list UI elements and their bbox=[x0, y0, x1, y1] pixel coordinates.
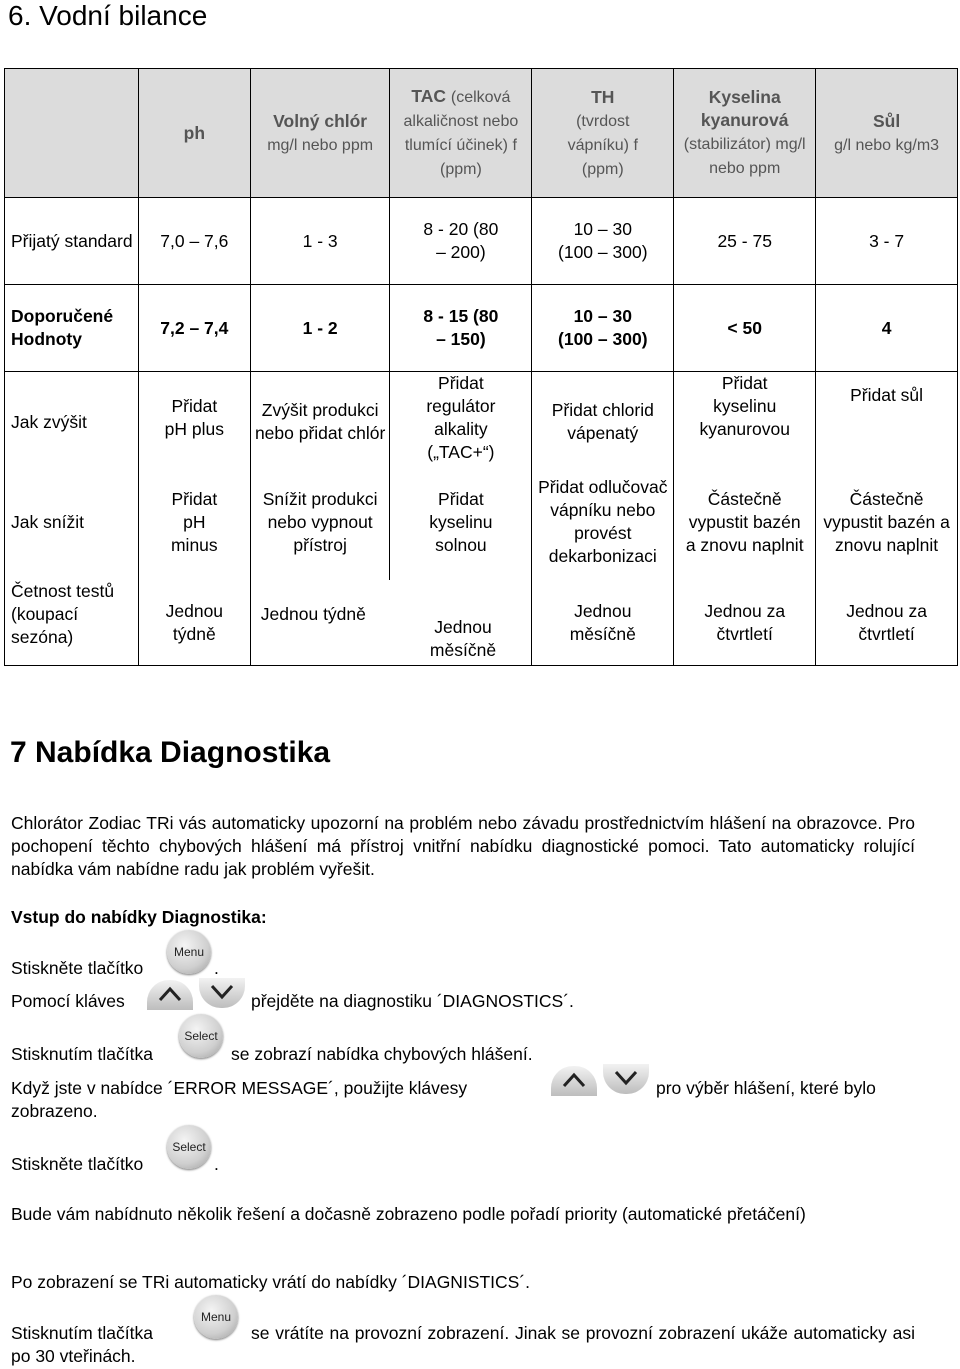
table-cell: Částečně vypustit bazén a znovu naplnit bbox=[674, 464, 816, 580]
step2-text-end: přejděte na diagnostiku ´DIAGNOSTICS´. bbox=[251, 991, 574, 1011]
row-label: Četnost testů (koupací sezóna) bbox=[5, 580, 139, 666]
table-cell: 8 - 20 (80 – 200) bbox=[390, 198, 532, 285]
table-cell: Přidat odlučovač vápníku nebo provést dekarbonizaci bbox=[532, 464, 674, 580]
table-row-decrease bbox=[5, 464, 958, 580]
header-empty-cell bbox=[5, 69, 139, 198]
return-paragraph: Po zobrazení se TRi automaticky vrátí do nabídky ´DIAGNISTICS´. bbox=[11, 1272, 531, 1292]
header-free-chlorine: Volný chlór mg/l nebo ppm bbox=[250, 69, 390, 198]
step6-text-end: se vrátíte na provozní zobrazení. Jinak se provozní zobrazení ukáže automaticky asi po 30 vteřinách. bbox=[11, 1323, 915, 1366]
table-cell: 3 - 7 bbox=[816, 198, 958, 285]
table-header-row bbox=[5, 69, 958, 198]
step5-end: . bbox=[214, 1154, 219, 1174]
step4-text-wrap: zobrazeno. bbox=[11, 1101, 98, 1121]
step3-text: Stisknutím tlačítka bbox=[11, 1044, 153, 1064]
table-row-increase bbox=[5, 372, 958, 465]
row-label: Jak zvýšit bbox=[5, 372, 139, 465]
step5-text: Stiskněte tlačítko bbox=[11, 1154, 144, 1174]
menu-button[interactable]: Menu bbox=[194, 1295, 238, 1339]
table-cell: Přidat pH minus bbox=[138, 464, 250, 580]
row-label: Přijatý standard bbox=[5, 198, 139, 285]
row-label: Jak snížit bbox=[5, 464, 139, 580]
table-cell: Jednou týdně bbox=[250, 580, 532, 666]
table-cell: Jednou za čtvrtletí bbox=[674, 580, 816, 666]
step1-end: . bbox=[214, 958, 219, 978]
page-title: 6. Vodní bilance bbox=[8, 0, 208, 31]
table-cell: Částečně vypustit bazén a znovu naplnit bbox=[816, 464, 958, 580]
table-cell: 7,0 – 7,6 bbox=[138, 198, 250, 285]
table-cell: Jednou měsíčně bbox=[532, 580, 674, 666]
table-cell: Přidat regulátor alkality („TAC+“) bbox=[390, 372, 532, 465]
up-arrow-key-icon[interactable] bbox=[147, 980, 193, 1010]
table-cell: Přidat sůl bbox=[816, 372, 958, 465]
table-cell: 4 bbox=[816, 285, 958, 372]
table-cell: 7,2 – 7,4 bbox=[138, 285, 250, 372]
table-cell: < 50 bbox=[674, 285, 816, 372]
select-button[interactable]: Select bbox=[179, 1014, 223, 1058]
select-button[interactable]: Select bbox=[167, 1125, 211, 1169]
step2-text: Pomocí kláves bbox=[11, 991, 125, 1011]
table-row-recommended bbox=[5, 285, 958, 372]
solutions-paragraph: Bude vám nabídnuto několik řešení a dočasně zobrazeno podle pořadí priority (automatické přetáčení) bbox=[11, 1204, 806, 1224]
row-label: Doporučené Hodnoty bbox=[5, 285, 139, 372]
table-cell: 10 – 30 (100 – 300) bbox=[532, 198, 674, 285]
entry-title: Vstup do nabídky Diagnostika: bbox=[11, 907, 267, 927]
table-cell: Snížit produkci nebo vypnout přístroj bbox=[250, 464, 390, 580]
step1-text: Stiskněte tlačítko bbox=[11, 958, 144, 978]
header-th: TH (tvrdost vápníku) f (ppm) bbox=[532, 69, 674, 198]
table-cell: 10 – 30 (100 – 300) bbox=[532, 285, 674, 372]
header-tac: TAC (celková alkaličnost nebo tlumící účinek) f (ppm) bbox=[390, 69, 532, 198]
table-cell: Jednou za čtvrtletí bbox=[816, 580, 958, 666]
menu-button[interactable]: Menu bbox=[167, 930, 211, 974]
table-row-accepted bbox=[5, 198, 958, 285]
step4-text-end: pro výběr hlášení, které bylo bbox=[656, 1078, 876, 1098]
table-cell: Zvýšit produkci nebo přidat chlór bbox=[250, 372, 390, 465]
step3-text-end: se zobrazí nabídka chybových hlášení. bbox=[231, 1044, 533, 1064]
table-cell: 25 - 75 bbox=[674, 198, 816, 285]
section-title: 7 Nabídka Diagnostika bbox=[10, 736, 331, 769]
header-cyanuric-acid: Kyselina kyanurová (stabilizátor) mg/l nebo ppm bbox=[674, 69, 816, 198]
table-cell: 8 - 15 (80 – 150) bbox=[390, 285, 532, 372]
down-arrow-key-icon[interactable] bbox=[603, 1064, 649, 1094]
step6-text: Stisknutím tlačítka bbox=[11, 1323, 153, 1343]
header-ph: ph bbox=[138, 69, 250, 198]
frequency-tac-cell: Jednou měsíčně bbox=[425, 616, 501, 662]
intro-paragraph: Chlorátor Zodiac TRi vás automaticky upozorní na problém nebo závadu prostřednictvím hlášení na obrazovce. Pro pochopení těchto chybových hlášení má přístroj vnitřní nabídku diagnostické pomoci. Tato automaticky rolující nabídka vám nabídne radu jak problém vyřešit. bbox=[11, 813, 915, 879]
table-cell: Přidat chlorid vápenatý bbox=[532, 372, 674, 465]
table-cell: Přidat kyselinu kyanurovou bbox=[674, 372, 816, 465]
down-arrow-key-icon[interactable] bbox=[199, 978, 245, 1008]
table-cell: Jednou týdně bbox=[138, 580, 250, 666]
table-cell: Přidat pH plus bbox=[138, 372, 250, 465]
step4-text: Když jste v nabídce ´ERROR MESSAGE´, použijte klávesy bbox=[11, 1078, 468, 1098]
table-cell: 1 - 3 bbox=[250, 198, 390, 285]
header-salt: Sůl g/l nebo kg/m3 bbox=[816, 69, 958, 198]
table-cell: Přidat kyselinu solnou bbox=[390, 464, 532, 580]
up-arrow-key-icon[interactable] bbox=[551, 1066, 597, 1096]
table-cell: 1 - 2 bbox=[250, 285, 390, 372]
water-balance-table bbox=[4, 68, 958, 666]
